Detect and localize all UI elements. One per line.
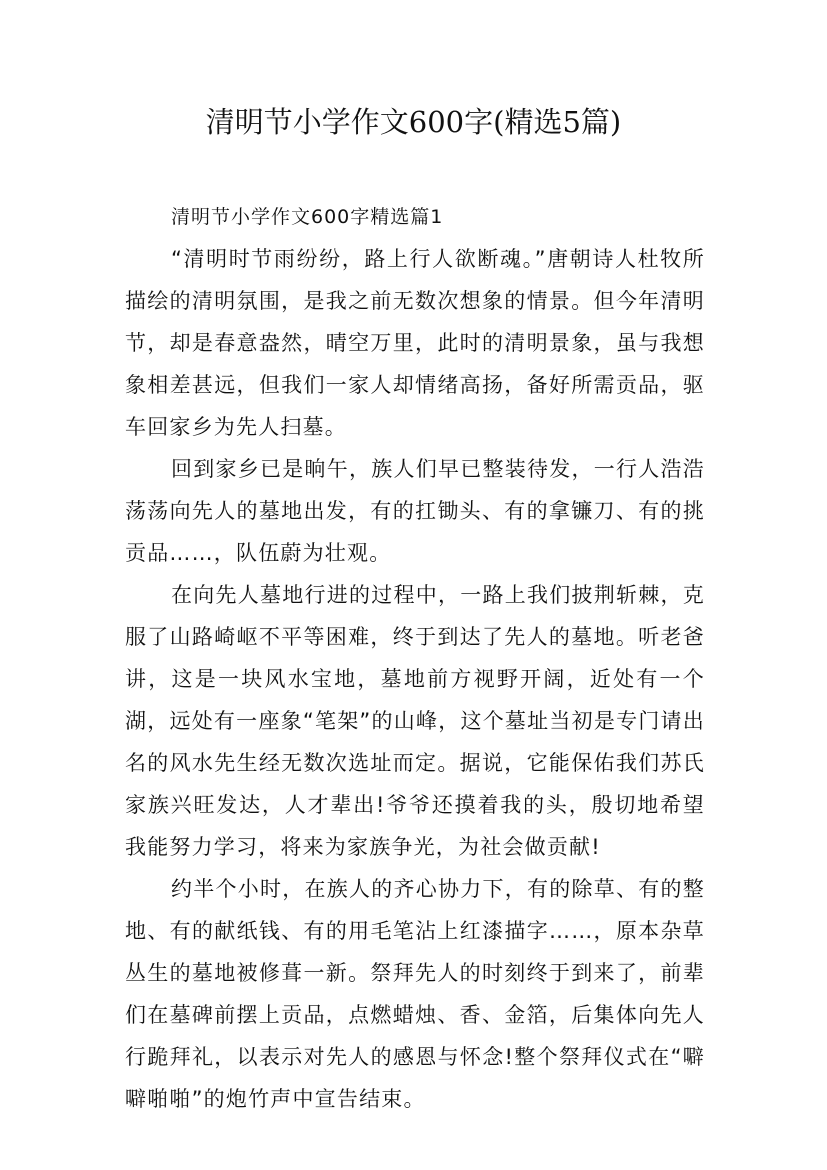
- document-title: 清明节小学作文600字(精选5篇): [205, 105, 622, 139]
- paragraph-4: 约半个小时，在族人的齐心协力下，有的除草、有的整地、有的献纸钱、有的用毛笔沾上红漆描字……，原本杂草丛生的墓地被修葺一新。祭拜先人的时刻终于到来了，前辈们在墓碑前摆上贡品，点燃蜡烛、香、金箔，后集体向先人行跪拜礼，以表示对先人的感恩与怀念!整个祭拜仪式在“噼噼啪啪”的炮竹声中宣告结束。: [125, 877, 705, 1111]
- paragraph-2: 回到家乡已是晌午，族人们早已整装待发，一行人浩浩荡荡向先人的墓地出发，有的扛锄头、有的拿镰刀、有的挑贡品……，队伍蔚为壮观。: [125, 457, 705, 565]
- section-heading: 清明节小学作文600字精选篇1: [171, 206, 444, 228]
- paragraph-3: 在向先人墓地行进的过程中，一路上我们披荆斩棘，克服了山路崎岖不平等困难，终于到达了先人的墓地。听老爸讲，这是一块风水宝地，墓地前方视野开阔，近处有一个湖，远处有一座象“笔架”的山峰，这个墓址当初是专门请出名的风水先生经无数次选址而定。据说，它能保佑我们苏氏家族兴旺发达，人才辈出!爷爷还摸着我的头，殷切地希望我能努力学习，将来为家族争光，为社会做贡献!: [125, 583, 705, 859]
- paragraph-1: “清明时节雨纷纷，路上行人欲断魂。”唐朝诗人杜牧所描绘的清明氛围，是我之前无数次想象的情景。但今年清明节，却是春意盎然，晴空万里，此时的清明景象，虽与我想象相差甚远，但我们一家人却情绪高扬，备好所需贡品，驱车回家乡为先人扫墓。: [125, 247, 705, 439]
- document-body: [125, 196, 705, 1120]
